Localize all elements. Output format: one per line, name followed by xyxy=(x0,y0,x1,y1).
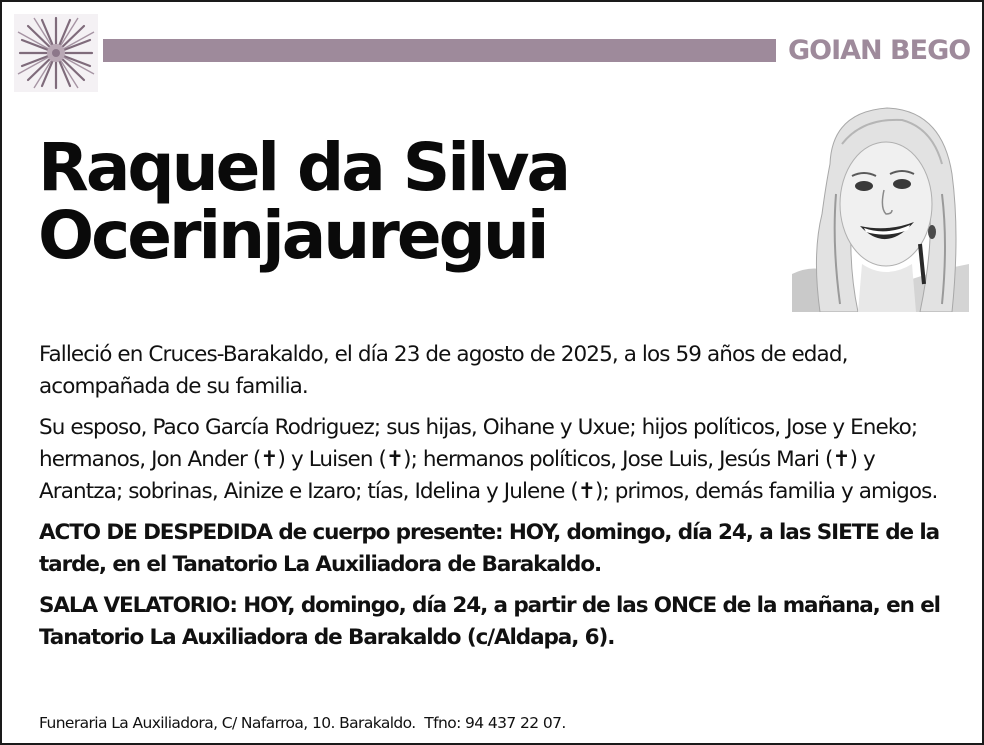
header-divider-bar xyxy=(103,39,776,62)
family-list: Su esposo, Paco García Rodriguez; sus hijas, Oihane y Uxue; hijos políticos, Jose y Eneko; hermanos, Jon Ander (✝) y Luisen (✝); hermanos políticos, Jose Luis, Jesús Mari (✝) y Arantza; sobrinas, Ainize e Izaro; tías, Idelina y Julene (✝); primos, demás familia y amigos. xyxy=(39,412,959,508)
section-title: GOIAN BEGO xyxy=(788,35,971,66)
cross-icon: ✝ xyxy=(386,447,404,472)
cross-icon: ✝ xyxy=(832,447,850,472)
flower-emblem-icon xyxy=(14,14,98,92)
deceased-name xyxy=(38,129,569,274)
deceased-name-line-2: Ocerinjauregui xyxy=(38,197,547,274)
wake-room-info: SALA VELATORIO: HOY, domingo, día 24, a partir de las ONCE de la mañana, en el Tanatorio La Auxiliadora de Barakaldo (c/Aldapa, 6). xyxy=(39,593,940,650)
portrait-photo xyxy=(792,104,969,312)
obituary-body xyxy=(39,339,959,663)
cross-icon: ✝ xyxy=(577,479,595,504)
deceased-name-line-1: Raquel da Silva xyxy=(38,129,569,206)
farewell-ceremony-info: ACTO DE DESPEDIDA de cuerpo presente: HOY, domingo, día 24, a las SIETE de la tarde, en el Tanatorio La Auxiliadora de Barakaldo. xyxy=(39,520,940,577)
cross-icon: ✝ xyxy=(260,447,278,472)
death-announcement: Falleció en Cruces-Barakaldo, el día 23 de agosto de 2025, a los 59 años de edad, acompañada de su familia. xyxy=(39,342,848,399)
funeral-home-contact: Funeraria La Auxiliadora, C/ Nafarroa, 10. Barakaldo. Tfno: 94 437 22 07. xyxy=(39,714,566,732)
